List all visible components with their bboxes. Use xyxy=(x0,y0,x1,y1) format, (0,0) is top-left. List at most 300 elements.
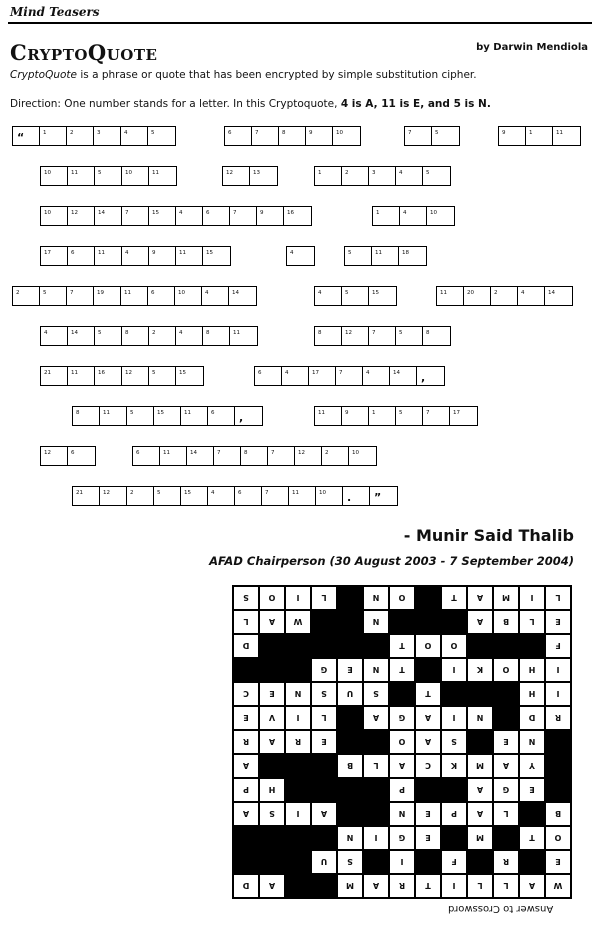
cipher-number: 3 xyxy=(97,130,101,136)
letter-cell[interactable] xyxy=(431,126,460,146)
letter-cell[interactable] xyxy=(341,406,370,426)
letter-cell[interactable] xyxy=(175,326,204,346)
puzzle-word xyxy=(404,126,460,146)
letter-cell[interactable] xyxy=(288,486,317,506)
letter-cell[interactable] xyxy=(40,206,69,226)
crossword-black-cell xyxy=(234,827,258,849)
cipher-number: 10 xyxy=(336,130,343,136)
crossword-black-cell xyxy=(312,779,336,801)
letter-cell[interactable] xyxy=(240,446,269,466)
letter-cell[interactable] xyxy=(94,246,123,266)
letter-cell[interactable] xyxy=(234,406,263,426)
cipher-number: 11 xyxy=(375,250,382,256)
crossword-black-cell xyxy=(312,827,336,849)
letter-cell[interactable] xyxy=(228,286,257,306)
letter-cell[interactable] xyxy=(368,326,397,346)
crossword-letter-cell: I xyxy=(390,851,414,873)
crossword-black-cell xyxy=(468,635,492,657)
cipher-number: 5 xyxy=(399,410,403,416)
letter-cell[interactable] xyxy=(341,326,370,346)
cipher-number: 19 xyxy=(97,290,104,296)
cipher-number: 4 xyxy=(211,490,215,496)
cipher-number: 1 xyxy=(529,130,533,136)
letter-cell[interactable] xyxy=(126,406,155,426)
crossword-letter-cell: S xyxy=(442,731,466,753)
letter-cell[interactable] xyxy=(234,486,263,506)
cipher-number: 2 xyxy=(130,490,134,496)
letter-cell[interactable] xyxy=(308,366,337,386)
crossword-letter-cell: D xyxy=(234,635,258,657)
letter-cell[interactable] xyxy=(180,486,209,506)
cipher-number: 5 xyxy=(98,170,102,176)
cipher-number: 4 xyxy=(44,330,48,336)
cipher-number: 17 xyxy=(453,410,460,416)
crossword-black-cell xyxy=(520,803,544,825)
letter-cell[interactable] xyxy=(67,446,96,466)
letter-cell[interactable] xyxy=(93,286,122,306)
crossword-black-cell xyxy=(338,803,362,825)
crossword-answer-grid xyxy=(232,585,572,899)
crossword-letter-cell: T xyxy=(390,635,414,657)
letter-cell[interactable] xyxy=(422,406,451,426)
letter-cell[interactable] xyxy=(175,246,204,266)
crossword-letter-cell: B xyxy=(494,611,518,633)
letter-cell[interactable] xyxy=(153,486,182,506)
crossword-black-cell xyxy=(520,851,544,873)
crossword-black-cell xyxy=(234,851,258,873)
cipher-number: 15 xyxy=(206,250,213,256)
letter-cell[interactable] xyxy=(498,126,527,146)
letter-cell[interactable] xyxy=(395,326,424,346)
letter-cell[interactable] xyxy=(148,246,177,266)
cipher-number: 7 xyxy=(426,410,430,416)
cipher-number: 21 xyxy=(44,370,51,376)
crossword-letter-cell: N xyxy=(364,611,388,633)
cipher-number: 11 xyxy=(124,290,131,296)
crossword-letter-cell: E xyxy=(312,731,336,753)
cipher-number: 5 xyxy=(426,170,430,176)
crossword-letter-cell: E xyxy=(416,827,440,849)
cipher-number: 7 xyxy=(125,210,129,216)
crossword-black-cell xyxy=(546,779,570,801)
letter-cell[interactable] xyxy=(314,406,343,426)
letter-cell[interactable] xyxy=(544,286,573,306)
cipher-number: 7 xyxy=(265,490,269,496)
cipher-number: 10 xyxy=(430,210,437,216)
letter-cell[interactable] xyxy=(369,486,398,506)
letter-cell[interactable] xyxy=(314,286,343,306)
letter-cell[interactable] xyxy=(416,366,445,386)
crossword-letter-cell: A xyxy=(260,875,284,897)
letter-cell[interactable] xyxy=(490,286,519,306)
cipher-number: 12 xyxy=(103,490,110,496)
letter-cell[interactable] xyxy=(463,286,492,306)
puzzle-word xyxy=(314,406,478,426)
cipher-number: 20 xyxy=(467,290,474,296)
crossword-letter-cell: D xyxy=(234,875,258,897)
letter-cell[interactable] xyxy=(202,246,231,266)
cipher-number: 10 xyxy=(44,210,51,216)
cipher-number: 16 xyxy=(287,210,294,216)
crossword-black-cell xyxy=(338,779,362,801)
crossword-letter-cell: L xyxy=(520,611,544,633)
letter-cell[interactable] xyxy=(40,246,69,266)
cipher-number: 4 xyxy=(205,290,209,296)
cipher-number: 8 xyxy=(244,450,248,456)
letter-cell[interactable] xyxy=(256,206,285,226)
letter-cell[interactable] xyxy=(368,406,397,426)
letter-cell[interactable] xyxy=(341,166,370,186)
crossword-letter-cell: A xyxy=(520,875,544,897)
letter-cell[interactable] xyxy=(148,166,177,186)
crossword-letter-cell: T xyxy=(520,827,544,849)
crossword-letter-cell: C xyxy=(234,683,258,705)
letter-cell[interactable] xyxy=(94,166,123,186)
letter-cell[interactable] xyxy=(147,286,176,306)
crossword-letter-cell: W xyxy=(546,875,570,897)
letter-cell[interactable] xyxy=(422,326,451,346)
cipher-number: 8 xyxy=(76,410,80,416)
letter-cell[interactable] xyxy=(12,286,41,306)
letter-cell[interactable] xyxy=(278,126,307,146)
cipher-number: 16 xyxy=(98,370,105,376)
cipher-number: 4 xyxy=(366,370,370,376)
crossword-black-cell xyxy=(286,635,310,657)
cipher-number: 4 xyxy=(179,330,183,336)
letter-cell[interactable] xyxy=(368,286,397,306)
crossword-letter-cell: G xyxy=(312,659,336,681)
letter-cell[interactable] xyxy=(222,166,251,186)
letter-cell[interactable] xyxy=(66,126,95,146)
letter-cell[interactable] xyxy=(186,446,215,466)
letter-cell[interactable] xyxy=(153,406,182,426)
crossword-letter-cell: A xyxy=(234,803,258,825)
crossword-letter-cell: I xyxy=(286,587,310,609)
cipher-number: 7 xyxy=(339,370,343,376)
crossword-black-cell xyxy=(442,611,466,633)
crossword-black-cell xyxy=(286,851,310,873)
puzzle-word xyxy=(72,486,398,506)
cipher-number: 11 xyxy=(318,410,325,416)
puzzle-word xyxy=(254,366,445,386)
crossword-letter-cell: H xyxy=(520,683,544,705)
crossword-letter-cell: O xyxy=(390,587,414,609)
letter-cell[interactable] xyxy=(67,326,96,346)
letter-cell[interactable] xyxy=(121,326,150,346)
crossword-letter-cell: I xyxy=(520,587,544,609)
cipher-number: 4 xyxy=(179,210,183,216)
cipher-number: 11 xyxy=(103,410,110,416)
letter-cell[interactable] xyxy=(315,486,344,506)
crossword-letter-cell: U xyxy=(338,683,362,705)
puzzle-word xyxy=(40,366,204,386)
letter-cell[interactable] xyxy=(321,446,350,466)
letter-cell[interactable] xyxy=(121,246,150,266)
letter-cell[interactable] xyxy=(422,166,451,186)
cipher-number: 10 xyxy=(352,450,359,456)
letter-cell[interactable] xyxy=(395,166,424,186)
letter-cell[interactable] xyxy=(426,206,455,226)
crossword-letter-cell: A xyxy=(416,731,440,753)
letter-cell[interactable] xyxy=(159,446,188,466)
letter-cell[interactable] xyxy=(99,486,128,506)
letter-cell[interactable] xyxy=(67,206,96,226)
cipher-number: 12 xyxy=(44,450,51,456)
letter-cell[interactable] xyxy=(148,206,177,226)
cipher-number: 14 xyxy=(548,290,555,296)
cipher-number: 5 xyxy=(152,370,156,376)
letter-cell[interactable] xyxy=(39,286,68,306)
letter-cell[interactable] xyxy=(372,206,401,226)
quote-author: - Munir Said Thalib xyxy=(403,526,574,545)
cipher-number: 2 xyxy=(16,290,20,296)
crossword-letter-cell: S xyxy=(260,803,284,825)
letter-cell[interactable] xyxy=(147,126,176,146)
letter-cell[interactable] xyxy=(202,206,231,226)
cipher-number: 12 xyxy=(298,450,305,456)
cipher-number: 11 xyxy=(163,450,170,456)
letter-cell[interactable] xyxy=(224,126,253,146)
letter-cell[interactable] xyxy=(201,286,230,306)
letter-cell[interactable] xyxy=(249,166,278,186)
letter-cell[interactable] xyxy=(148,366,177,386)
letter-cell[interactable] xyxy=(389,366,418,386)
puzzle-word xyxy=(344,246,427,266)
letter-cell[interactable] xyxy=(93,126,122,146)
letter-cell[interactable] xyxy=(305,126,334,146)
letter-cell[interactable] xyxy=(213,446,242,466)
puzzle-word xyxy=(222,166,278,186)
crossword-black-cell xyxy=(416,779,440,801)
crossword-black-cell xyxy=(286,755,310,777)
letter-cell[interactable] xyxy=(175,206,204,226)
cipher-number: 12 xyxy=(345,330,352,336)
crossword-black-cell xyxy=(416,611,440,633)
cipher-number: 13 xyxy=(253,170,260,176)
letter-cell[interactable] xyxy=(126,486,155,506)
crossword-letter-cell: A xyxy=(468,611,492,633)
cipher-number: 8 xyxy=(206,330,210,336)
cipher-number: 12 xyxy=(226,170,233,176)
puzzle-word xyxy=(40,166,177,186)
letter-cell[interactable] xyxy=(207,486,236,506)
crossword-letter-cell: O xyxy=(494,659,518,681)
cipher-number: 7 xyxy=(70,290,74,296)
cipher-number: 6 xyxy=(71,250,75,256)
letter-cell[interactable] xyxy=(72,486,101,506)
letter-cell[interactable] xyxy=(399,206,428,226)
crossword-letter-cell: A xyxy=(312,803,336,825)
crossword-letter-cell: O xyxy=(390,731,414,753)
letter-cell[interactable] xyxy=(525,126,554,146)
letter-cell[interactable] xyxy=(395,406,424,426)
crossword-black-cell xyxy=(312,755,336,777)
letter-cell[interactable] xyxy=(121,206,150,226)
crossword-letter-cell: M xyxy=(494,587,518,609)
crossword-black-cell xyxy=(416,587,440,609)
crossword-letter-cell: K xyxy=(442,755,466,777)
letter-cell[interactable] xyxy=(342,486,371,506)
crossword-letter-cell: C xyxy=(416,755,440,777)
letter-cell[interactable] xyxy=(404,126,433,146)
letter-cell[interactable] xyxy=(174,286,203,306)
letter-cell[interactable] xyxy=(436,286,465,306)
letter-cell[interactable] xyxy=(39,126,68,146)
crossword-letter-cell: N xyxy=(520,731,544,753)
cipher-number: 15 xyxy=(179,370,186,376)
crossword-letter-cell: F xyxy=(442,851,466,873)
crossword-black-cell xyxy=(234,659,258,681)
cipher-number: 1 xyxy=(376,210,380,216)
crossword-letter-cell: E xyxy=(338,659,362,681)
cipher-number: 4 xyxy=(403,210,407,216)
crossword-black-cell xyxy=(286,659,310,681)
crossword-letter-cell: T xyxy=(416,875,440,897)
letter-cell[interactable] xyxy=(254,366,283,386)
letter-cell[interactable] xyxy=(40,366,69,386)
letter-cell[interactable] xyxy=(267,446,296,466)
letter-cell[interactable] xyxy=(517,286,546,306)
crossword-letter-cell: E xyxy=(546,611,570,633)
cipher-number: 5 xyxy=(157,490,161,496)
cipher-number: 11 xyxy=(292,490,299,496)
letter-cell[interactable] xyxy=(314,326,343,346)
crossword-letter-cell: I xyxy=(364,827,388,849)
direction-text xyxy=(10,98,491,110)
crossword-letter-cell: B xyxy=(338,755,362,777)
puzzle-word xyxy=(40,206,312,226)
letter-cell[interactable] xyxy=(449,406,478,426)
crossword-letter-cell: S xyxy=(312,683,336,705)
puzzle-word xyxy=(314,286,397,306)
letter-cell[interactable] xyxy=(341,286,370,306)
letter-cell[interactable] xyxy=(314,166,343,186)
cipher-number: 2 xyxy=(70,130,74,136)
puzzle-word xyxy=(314,166,451,186)
crossword-black-cell xyxy=(338,731,362,753)
letter-cell[interactable] xyxy=(94,326,123,346)
cipher-number: 5 xyxy=(345,290,349,296)
crossword-letter-cell: T xyxy=(442,587,466,609)
crossword-letter-cell: I xyxy=(546,659,570,681)
cipher-number: 11 xyxy=(179,250,186,256)
crossword-black-cell xyxy=(364,779,388,801)
cipher-number: 1 xyxy=(43,130,47,136)
letter-cell[interactable] xyxy=(72,406,101,426)
letter-cell[interactable] xyxy=(207,406,236,426)
cipher-number: 5 xyxy=(130,410,134,416)
crossword-letter-cell: L xyxy=(364,755,388,777)
letter-cell[interactable] xyxy=(552,126,581,146)
crossword-letter-cell: D xyxy=(520,707,544,729)
crossword-letter-cell: N xyxy=(364,587,388,609)
letter-cell[interactable] xyxy=(67,166,96,186)
letter-cell[interactable] xyxy=(229,206,258,226)
letter-cell[interactable] xyxy=(398,246,427,266)
letter-cell[interactable] xyxy=(12,126,41,146)
letter-cell[interactable] xyxy=(175,366,204,386)
letter-cell[interactable] xyxy=(148,326,177,346)
letter-cell[interactable] xyxy=(251,126,280,146)
letter-cell[interactable] xyxy=(332,126,361,146)
letter-cell[interactable] xyxy=(362,366,391,386)
crossword-black-cell xyxy=(468,683,492,705)
crossword-letter-cell: O xyxy=(416,635,440,657)
cipher-number: 4 xyxy=(521,290,525,296)
crossword-letter-cell: N xyxy=(390,803,414,825)
crossword-black-cell xyxy=(442,683,466,705)
crossword-letter-cell: A xyxy=(364,875,388,897)
letter-cell[interactable] xyxy=(94,206,123,226)
cipher-number: 9 xyxy=(345,410,349,416)
cipher-number: 9 xyxy=(309,130,313,136)
intro-text xyxy=(10,69,477,81)
crossword-letter-cell: I xyxy=(442,707,466,729)
crossword-black-cell xyxy=(286,827,310,849)
byline: by Darwin Mendiola xyxy=(476,42,588,53)
letter-cell[interactable] xyxy=(368,166,397,186)
crossword-letter-cell: R xyxy=(234,731,258,753)
letter-cell[interactable] xyxy=(120,126,149,146)
cipher-number: 9 xyxy=(260,210,264,216)
crossword-letter-cell: O xyxy=(442,635,466,657)
letter-cell[interactable] xyxy=(283,206,312,226)
letter-cell[interactable] xyxy=(348,446,377,466)
cipher-number: 10 xyxy=(178,290,185,296)
letter-cell[interactable] xyxy=(94,366,123,386)
cipher-number: 11 xyxy=(233,330,240,336)
cipher-number: 6 xyxy=(71,450,75,456)
crossword-letter-cell: S xyxy=(234,587,258,609)
letter-cell[interactable] xyxy=(281,366,310,386)
crossword-letter-cell: L xyxy=(312,707,336,729)
letter-cell[interactable] xyxy=(371,246,400,266)
crossword-letter-cell: E xyxy=(546,851,570,873)
letter-cell[interactable] xyxy=(335,366,364,386)
letter-cell[interactable] xyxy=(261,486,290,506)
crossword-letter-cell: A xyxy=(390,755,414,777)
letter-cell[interactable] xyxy=(229,326,258,346)
letter-cell[interactable] xyxy=(67,246,96,266)
crossword-black-cell xyxy=(286,875,310,897)
cipher-number: 1 xyxy=(372,410,376,416)
letter-cell[interactable] xyxy=(132,446,161,466)
letter-cell[interactable] xyxy=(40,446,69,466)
cipher-number: 3 xyxy=(372,170,376,176)
cipher-number: 6 xyxy=(136,450,140,456)
crossword-black-cell xyxy=(286,779,310,801)
letter-cell[interactable] xyxy=(180,406,209,426)
letter-cell[interactable] xyxy=(66,286,95,306)
crossword-letter-cell: L xyxy=(494,803,518,825)
letter-cell[interactable] xyxy=(99,406,128,426)
letter-cell[interactable] xyxy=(202,326,231,346)
cipher-number: 15 xyxy=(157,410,164,416)
crossword-answer-label: Answer to Crossword xyxy=(448,903,554,914)
letter-cell[interactable] xyxy=(120,286,149,306)
letter-cell[interactable] xyxy=(40,166,69,186)
crossword-letter-cell: E xyxy=(260,683,284,705)
letter-cell[interactable] xyxy=(286,246,315,266)
letter-cell[interactable] xyxy=(121,166,150,186)
cipher-number: 6 xyxy=(228,130,232,136)
letter-cell[interactable] xyxy=(121,366,150,386)
letter-cell[interactable] xyxy=(67,366,96,386)
crossword-letter-cell: Y xyxy=(520,755,544,777)
letter-cell[interactable] xyxy=(344,246,373,266)
letter-cell[interactable] xyxy=(294,446,323,466)
letter-cell[interactable] xyxy=(40,326,69,346)
